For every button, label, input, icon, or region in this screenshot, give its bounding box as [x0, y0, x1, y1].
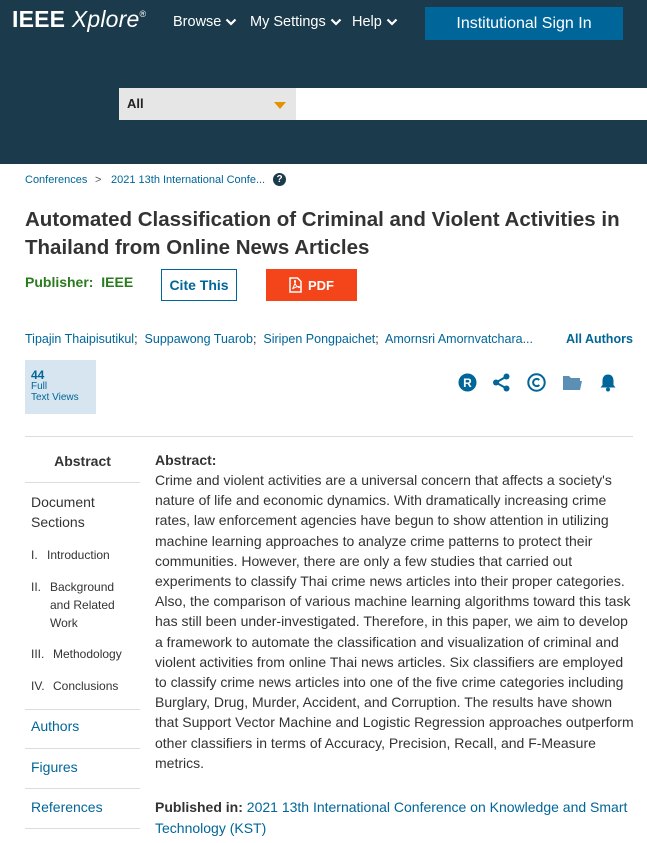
breadcrumb-conferences[interactable]: Conferences	[25, 174, 88, 186]
institutional-sign-in-button[interactable]: Institutional Sign In	[425, 7, 623, 40]
metric-label-line1: Full	[31, 381, 48, 392]
nav-help[interactable]	[352, 14, 398, 30]
publisher-info	[25, 274, 133, 290]
all-authors-link[interactable]: All Authors	[566, 332, 633, 346]
published-in	[155, 797, 635, 839]
published-in-label: Published in:	[155, 799, 243, 815]
logo-registered-mark: ®	[139, 9, 147, 19]
sidebar-item-conclusions[interactable]: Conclusions	[53, 679, 119, 693]
author-link[interactable]: Suppawong Tuarob	[144, 332, 253, 346]
author-separator: ;	[252, 332, 257, 346]
breadcrumb-separator: >	[95, 174, 102, 186]
section-number: I.	[31, 548, 38, 562]
logo-ieee-text: IEEE	[12, 6, 66, 32]
breadcrumb-conference[interactable]: 2021 13th International Confe...	[111, 174, 266, 186]
publisher-label: Publisher:	[25, 274, 94, 290]
sidebar-item-figures[interactable]: Figures	[31, 759, 78, 775]
chevron-down-icon	[225, 16, 237, 28]
full-text-views-metric[interactable]	[25, 360, 96, 414]
sidebar-divider	[25, 482, 140, 483]
metric-label-line2: Text Views	[31, 392, 79, 403]
search-input[interactable]	[296, 88, 647, 120]
sidebar-item-background[interactable]: Background and Related Work	[50, 580, 115, 630]
metric-count: 44	[31, 368, 45, 382]
sidebar-abstract[interactable]: Abstract	[54, 453, 111, 469]
author-list	[25, 332, 533, 346]
section-number: II.	[31, 580, 42, 594]
abstract-text: Crime and violent activities are a universal concern that affects a society's nature of life and economic dynamics. With dramatically increasing crime rates, law enforcement agencies have begun to show attention in utilizing machine learning approaches to analyze crime patterns to protect their communities. However, there are only a few studies that carried out experiments to classify Thai crime news articles into their proper categories. Also, the comparison of various machine learning algorithms toward this task has still been under-investigated. Therefore, in this paper, we aim to develop a framework to automate the classification and visualization of criminal and violent activities from online Thai news articles. Six classifiers are employed to classify crime news articles into one of the five crime categories including Burglary, Drug, Murder, Accident, and Corruption. The results have shown that Support Vector Machine and Logistic Regression approaches outperform other classifiers in terms of Accuracy, Precision, Recall, and F-Measure metrics.	[155, 472, 634, 771]
sidebar-divider	[25, 828, 140, 829]
chevron-down-icon	[330, 16, 342, 28]
rights-icon[interactable]	[458, 373, 477, 392]
publisher-name: IEEE	[101, 274, 134, 290]
sidebar-divider	[25, 748, 140, 749]
author-link[interactable]: Tipajin Thaipisutikul	[25, 332, 135, 346]
section-number: IV.	[31, 679, 45, 693]
section-divider	[25, 436, 633, 437]
nav-help-label: Help	[352, 14, 382, 30]
sidebar-item-authors[interactable]: Authors	[31, 718, 80, 734]
sidebar-item-references[interactable]: References	[31, 799, 103, 815]
nav-my-settings[interactable]	[250, 14, 342, 30]
search-scope-select[interactable]	[119, 88, 296, 120]
pdf-button-label: PDF	[308, 277, 334, 293]
folder-icon[interactable]	[562, 374, 583, 391]
search-scope-value: All	[127, 96, 144, 111]
sidebar-divider	[25, 709, 140, 710]
author-separator: ;	[375, 332, 379, 346]
dropdown-arrow-icon	[274, 102, 286, 109]
author-separator: ;	[134, 332, 138, 346]
author-link[interactable]: Amornsri Amornvatchara...	[385, 332, 533, 346]
nav-browse[interactable]	[173, 14, 237, 30]
alert-bell-icon[interactable]	[599, 373, 617, 392]
document-sections-heading: Document Sections	[31, 494, 95, 530]
share-icon[interactable]	[492, 373, 511, 392]
svg-text:R: R	[463, 376, 472, 390]
sidebar-item-methodology[interactable]: Methodology	[53, 647, 122, 661]
section-number: III.	[31, 647, 45, 661]
ieee-xplore-logo[interactable]	[12, 6, 146, 33]
copyright-icon[interactable]	[527, 373, 546, 392]
nav-browse-label: Browse	[173, 14, 222, 30]
abstract-heading: Abstract:	[155, 452, 217, 468]
cite-this-button[interactable]: Cite This	[161, 269, 237, 301]
help-icon[interactable]: ?	[273, 173, 286, 186]
sidebar-item-introduction[interactable]: Introduction	[47, 548, 110, 562]
pdf-file-icon	[289, 277, 302, 293]
nav-my-settings-label: My Settings	[250, 14, 326, 30]
pdf-button[interactable]	[266, 269, 357, 301]
sidebar-divider	[25, 788, 140, 789]
chevron-down-icon	[386, 16, 398, 28]
published-in-venue[interactable]: 2021 13th International Conference on Knowledge and Smart Technology (KST)	[155, 799, 628, 836]
page-title: Automated Classification of Criminal and Violent Activities in Thailand from Online News Articles	[25, 208, 620, 259]
logo-xplore-text: Xplore	[71, 6, 140, 32]
author-link[interactable]: Siripen Pongpaichet	[263, 332, 376, 346]
